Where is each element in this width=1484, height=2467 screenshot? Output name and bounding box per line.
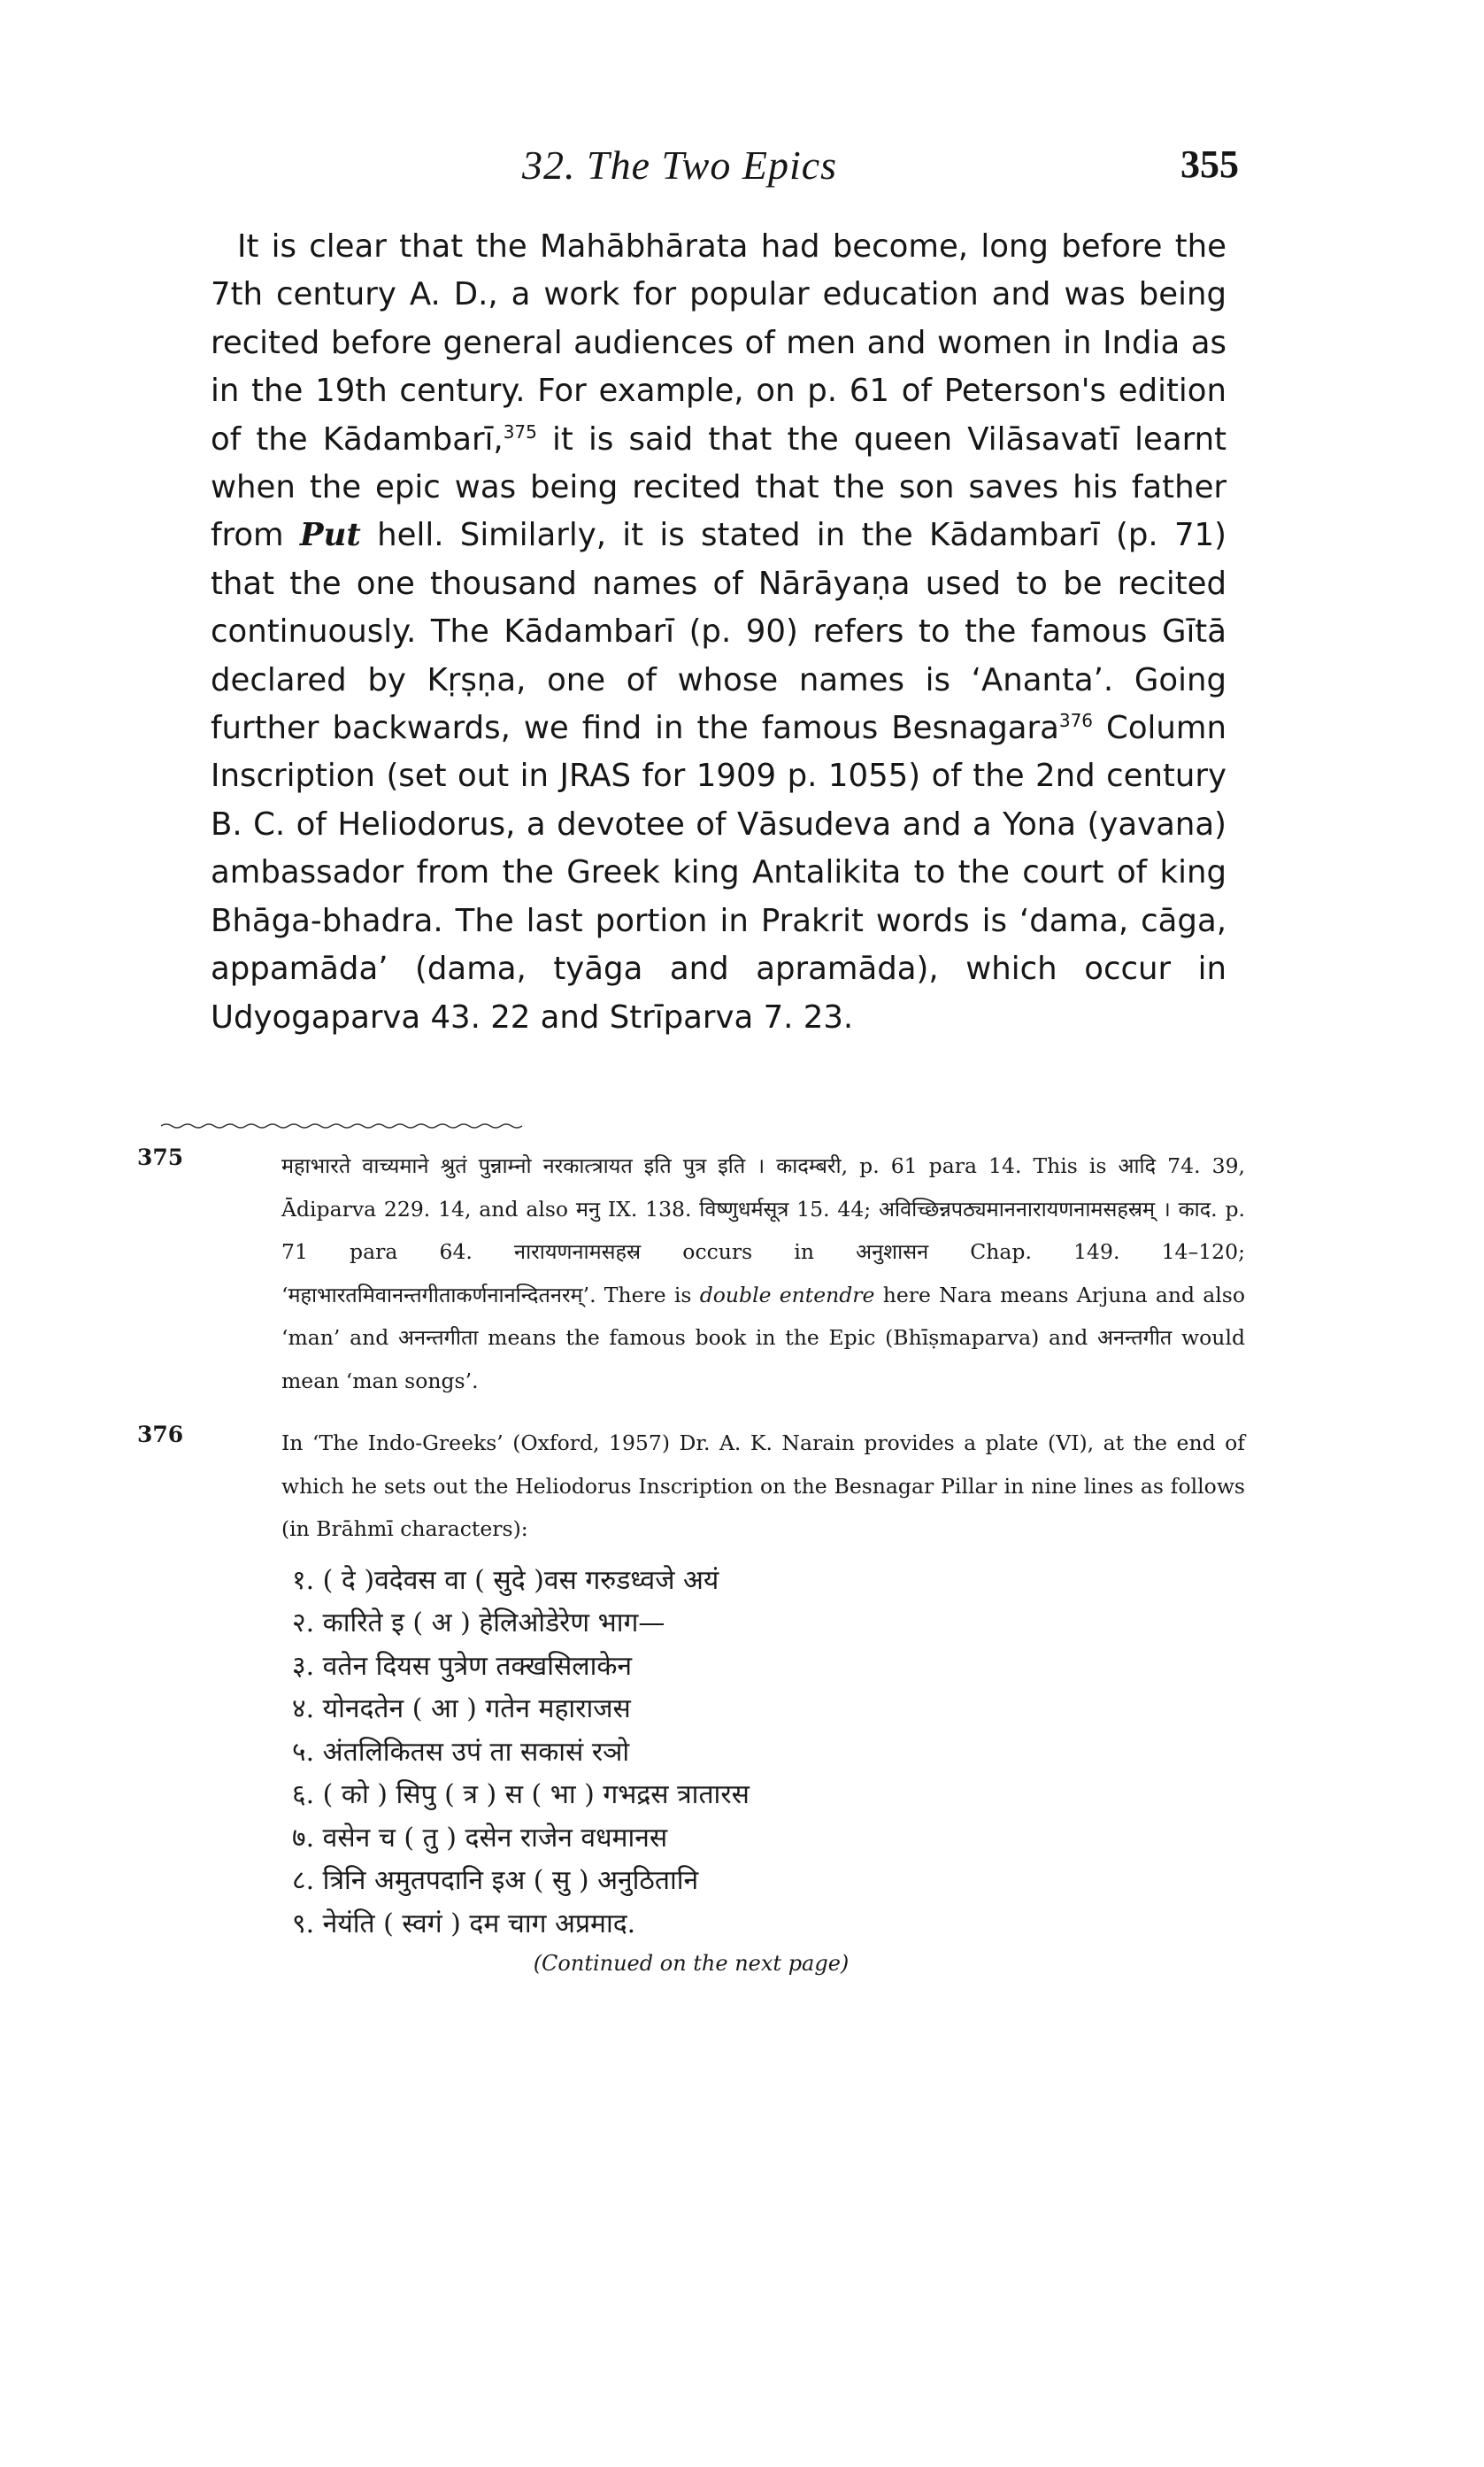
continued-note: (Continued on the next page)	[533, 1951, 850, 1976]
inscription-line: २. कारिते इ ( अ ) हेलिओडेरेण भाग—	[292, 1607, 665, 1638]
inscription-line: ९. नेयंति ( स्वगं ) दम चाग अप्रमाद.	[292, 1908, 636, 1939]
italic-phrase: double entendre	[699, 1282, 875, 1307]
footnote-375	[137, 1145, 1245, 1402]
footnotes	[137, 1145, 1245, 1976]
footnote-ref-376: 376	[1058, 710, 1094, 732]
footnote-text	[281, 1145, 1245, 1402]
text-run: it is said that the queen Vilāsavatī learnt when the epic was being recited that the son saves his father from	[211, 420, 1226, 554]
main-text	[211, 223, 1226, 1042]
inscription-line: ४. योनदतेन ( आ ) गतेन महाराजस	[292, 1693, 631, 1724]
footnote-376	[137, 1422, 1245, 1946]
running-head	[212, 142, 1239, 195]
italic-word: Put	[299, 517, 361, 554]
text-run: Column Inscription (set out in JRAS for 1909 p. 1055) of the 2nd century B. C. of Heliodorus, a devotee of Vāsudeva and a Yona (yavana) ambassador from the Greek king Antalikita to the court of king Bhāga-bhadra. The last portion in Prakrit words is ‘dama, cāga, appamāda’ (dama, tyāga and apramāda), which occur in Udyogaparva 43. 22 and Strīparva 7. 23.	[211, 710, 1226, 1036]
footnote-text: In ‘The Indo-Greeks’ (Oxford, 1957) Dr. A. K. Narain provides a plate (VI), at the end of which he sets out the Heliodorus Inscription on the Besnagar Pillar in nine lines as follows (in Brāhmī characters):	[281, 1430, 1245, 1541]
running-title: 32. The Two Epics	[522, 143, 838, 188]
footnote-number: 375	[137, 1145, 184, 1170]
inscription-line: ३. वतेन दियस पुत्रेण तक्खसिलाकेन	[292, 1650, 633, 1682]
footnote-separator	[161, 1122, 526, 1129]
text-run: hell. Similarly, it is stated in the Kādambarī (p. 71) that the one thousand names of Nārāyaṇa used to be recited continuously. The Kādambarī (p. 90) refers to the famous Gītā declared by Kṛṣṇa, one of whose names is ‘Ananta’. Going further backwards, we find in the famous Besnagara	[211, 517, 1226, 747]
inscription-line: ५. अंतलिकितस उपं ता सकासं रञो	[292, 1736, 630, 1768]
page-number: 355	[1180, 143, 1239, 186]
text-run: महाभारते वाच्यमाने श्रुतं पुन्नाम्नो नरकात्त्रायत इति पुत्र इति । कादम्बरी, p. 61 para 14. This is आदि 74. 39, Ādiparva 229. 14, and also मनु IX. 138. विष्णुधर्मसूत्र 15. 44; अविच्छिन्नपठ्यमाननारायणनामसहस्रम् । काद. p. 71 para 64. नारायणनामसहस्र occurs in अनुशासन Chap. 149. 14–120; ‘महाभारतमिवानन्तगीताकर्णनानन्दितनरम्’. There is	[281, 1153, 1245, 1307]
inscription-lines	[281, 1560, 1245, 1947]
inscription-line: ८. त्रिनि अमुतपदानि इअ ( सु ) अनुठितानि	[292, 1865, 699, 1896]
inscription-line: ६. ( को ) सिपु ( त्र ) स ( भा ) गभद्रस त्रातारस	[292, 1779, 750, 1810]
paragraph	[211, 223, 1226, 1042]
inscription-line: १. ( दे )वदेवस वा ( सुदे )वस गरुडध्वजे अयं	[292, 1564, 719, 1596]
footnote-ref-375: 375	[503, 420, 537, 443]
inscription-line: ७. वसेन च ( तु ) दसेन राजेन वधमानस	[292, 1822, 668, 1854]
text-run: here Nara means Arjuna and also ‘man’ and अनन्तगीता means the famous book in the Epic (Bhīṣmaparva) and अनन्तगीत would mean ‘man songs’.	[281, 1282, 1245, 1393]
footnote-number: 376	[137, 1422, 184, 1447]
text-run: It is clear that the Mahābhārata had become, long before the 7th century A. D., a work for popular education and was being recited before general audiences of men and women in India as in the 19th century. For example, on p. 61 of Peterson's edition of the Kādambarī,	[211, 228, 1226, 458]
